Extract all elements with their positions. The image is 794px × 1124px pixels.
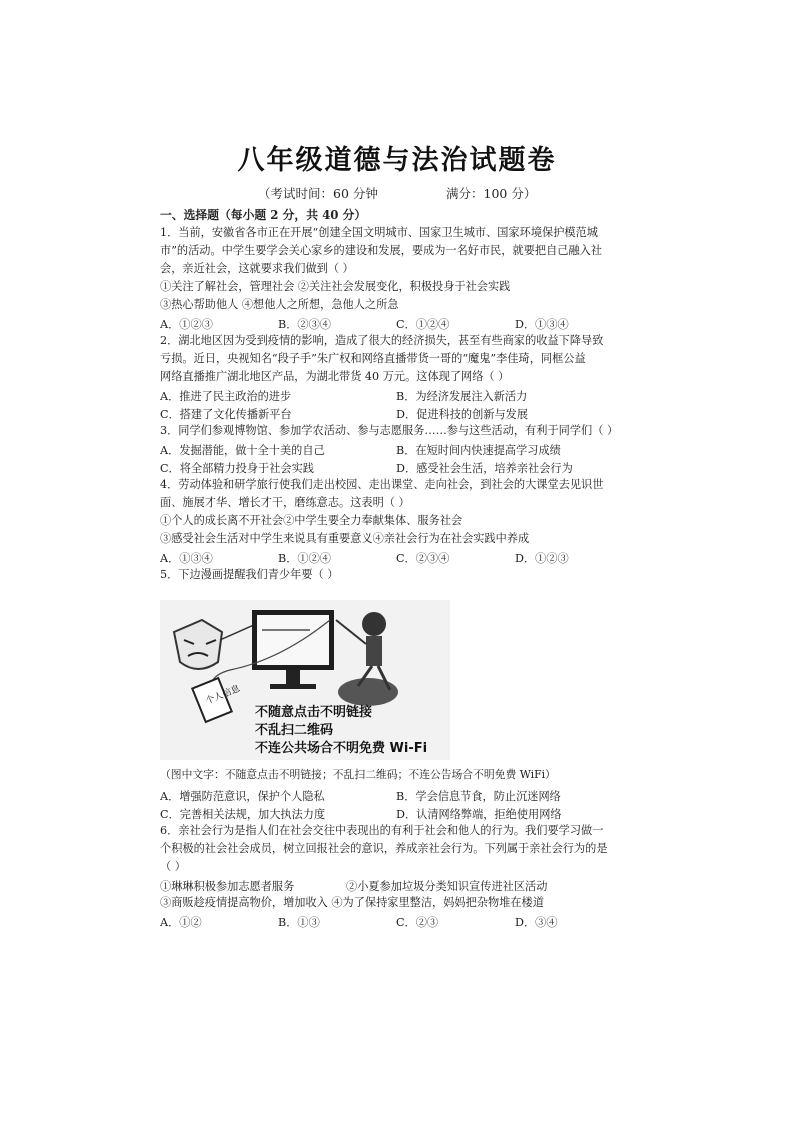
option-a: A．①③④ — [160, 552, 213, 565]
q5-options-row — [160, 788, 640, 802]
tag-text: 个人信息 — [204, 684, 242, 707]
option-d: D．促进科技的创新与发展 — [396, 408, 529, 421]
q2-line: 2．湖北地区因为受到疫情的影响，造成了很大的经济损失，甚至有些商家的收益下降导致 — [160, 334, 604, 347]
option-b: B．为经济发展注入新活力 — [396, 390, 528, 403]
q2-line: 网络直播推广湖北地区产品，为湖北带货 40 万元。这体现了网络（ ） — [160, 370, 510, 383]
option-c: C．②③④ — [396, 552, 450, 565]
cartoon-caption-line: 不连公共场合不明免费 Wi-Fi — [255, 741, 428, 756]
option-d: D．认清网络弊端，拒绝使用网络 — [396, 808, 562, 821]
section-heading: 一、选择题（每小题 2 分，共 40 分） — [160, 208, 367, 222]
option-b: B．②③④ — [278, 318, 331, 331]
q4-statement: ③感受社会生活对中学生来说具有重要意义④亲社会行为在社会实践中养成 — [160, 532, 530, 545]
option-b: B．①③ — [278, 916, 320, 929]
q6-line: （ ） — [160, 860, 186, 873]
q4-line: 面、施展才华、增长才干，磨练意志。这表明（ ） — [160, 496, 410, 509]
option-c: C．②③ — [396, 916, 439, 929]
q6-statement-row — [160, 878, 640, 892]
option-a: A．增强防范意识，保护个人隐私 — [160, 790, 325, 803]
option-a: A．①②③ — [160, 318, 213, 331]
q5-options-row — [160, 806, 640, 820]
full-score: 满分：100 分） — [446, 186, 537, 201]
q3-line: 3．同学们参观博物馆、参加学农活动、参与志愿服务……参与这些活动，有利于同学们（ ） — [160, 424, 619, 437]
option-c: C．将全部精力投身于社会实践 — [160, 462, 314, 475]
option-d: D．感受社会生活，培养亲社会行为 — [396, 462, 573, 475]
q1-statement: ①关注了解社会，管理社会 ②关注社会发展变化，积极投身于社会实践 — [160, 280, 511, 293]
option-c: C．完善相关法规，加大执法力度 — [160, 808, 326, 821]
q4-statement: ①个人的成长离不开社会②中学生要全力奉献集体、服务社会 — [160, 514, 463, 527]
q6-statement: ①琳琳积极参加志愿者服务 — [160, 880, 295, 893]
option-c: C．搭建了文化传播新平台 — [160, 408, 292, 421]
option-d: D．①②③ — [515, 552, 569, 565]
q3-options-row — [160, 460, 640, 474]
option-d: D．①③④ — [515, 318, 569, 331]
option-d: D．③④ — [515, 916, 558, 929]
q2-options-row — [160, 406, 640, 420]
exam-time: （考试时间：60 分钟 — [258, 186, 378, 201]
q1-options — [160, 316, 640, 330]
q2-options-row — [160, 388, 640, 402]
option-a: A．推进了民主政治的进步 — [160, 390, 292, 403]
q1-line: 会，亲近社会，这就要求我们做到（ ） — [160, 262, 354, 275]
option-b: B．在短时间内快速提高学习成绩 — [396, 444, 561, 457]
q2-line: 亏损。近日，央视知名“段子手”朱广权和网络直播带货一哥的“魔鬼”李佳琦，同框公益 — [160, 352, 586, 365]
cartoon-image — [160, 600, 450, 760]
q6-options — [160, 914, 640, 928]
q5-line: 5．下边漫画提醒我们青少年要（ ） — [160, 568, 339, 581]
option-b: B．①②④ — [278, 552, 331, 565]
q4-options — [160, 550, 640, 564]
q3-options-row — [160, 442, 640, 456]
cartoon-caption-line: 不乱扫二维码 — [255, 723, 334, 738]
option-a: A．发掘潜能，做十全十美的自己 — [160, 444, 325, 457]
q6-line: 个积极的社会社会成员，树立回报社会的意识，养成亲社会行为。下列属于亲社会行为的是 — [160, 842, 608, 855]
option-a: A．①② — [160, 916, 202, 929]
q6-statement: ②小夏参加垃圾分类知识宣传进社区活动 — [346, 880, 548, 893]
q1-line: 市”的活动。中学生要学会关心家乡的建设和发展，要成为一名好市民，就要把自己融入社 — [160, 244, 603, 257]
q1-line: 1．当前，安徽省各市正在开展“创建全国文明城市、国家卫生城市、国家环境保护模范城 — [160, 226, 598, 239]
option-b: B．学会信息节食，防止沉迷网络 — [396, 790, 561, 803]
q6-statement: ③商贩趁疫情提高物价，增加收入 ④为了保持家里整洁，妈妈把杂物堆在楼道 — [160, 896, 544, 909]
option-c: C．①②④ — [396, 318, 450, 331]
cartoon-caption-line: 不随意点击不明链接 — [255, 705, 373, 720]
q6-line: 6．亲社会行为是指人们在社会交往中表现出的有利于社会和他人的行为。我们要学习做一 — [160, 824, 604, 837]
q4-line: 4．劳动体验和研学旅行使我们走出校园、走出课堂、走向社会，到社会的大课堂去见识世 — [160, 478, 604, 491]
page-title: 八年级道德与法治试题卷 — [237, 145, 557, 176]
q5-note: （图中文字：不随意点击不明链接；不乱扫二维码；不连公告场合不明免费 WiFi） — [160, 768, 556, 781]
q1-statement: ③热心帮助他人 ④想他人之所想，急他人之所急 — [160, 298, 399, 311]
